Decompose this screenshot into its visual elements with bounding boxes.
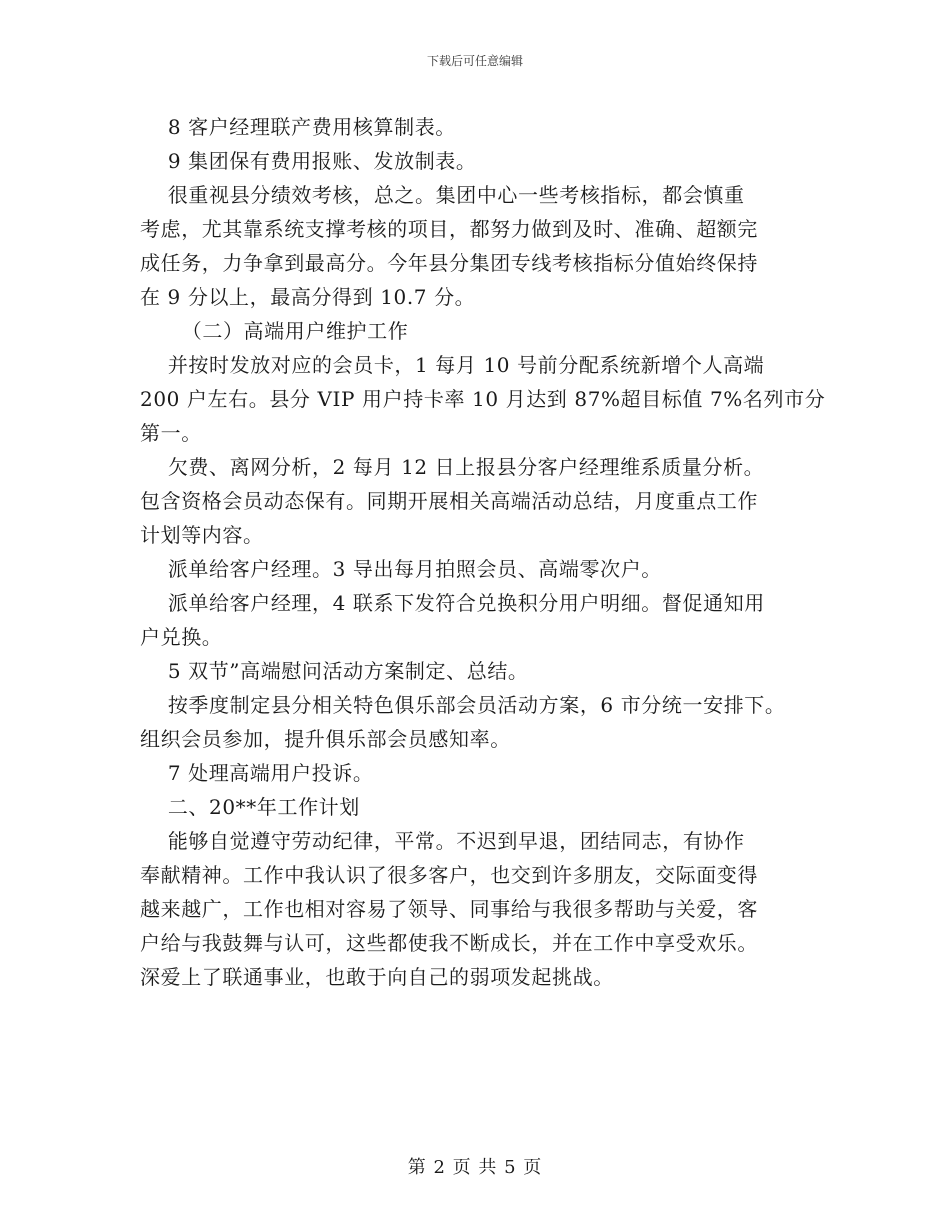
paragraph-line: 能够自觉遵守劳动纪律，平常。不迟到早退，团结同志，有协作: [140, 829, 745, 853]
paragraph: [140, 688, 830, 756]
paragraph-line: 5 双节”高端慰问活动方案制定、总结。: [140, 659, 529, 683]
paragraph: [140, 348, 830, 450]
paragraph: [140, 110, 830, 144]
paragraph-line: 户兑换。: [140, 625, 223, 649]
paragraph-line: 第一。: [140, 421, 202, 445]
paragraph-line: 户给与我鼓舞与认可，这些都使我不断成长，并在工作中享受欢乐。: [140, 931, 758, 955]
paragraph-line: 200 户左右。县分 VIP 用户持卡率 10 月达到 87%超目标值 7%名列市分: [140, 387, 826, 411]
paragraph-line: 奉献精神。工作中我认识了很多客户，也交到许多朋友，交际面变得: [140, 863, 758, 887]
paragraph: [140, 144, 830, 178]
paragraph: [140, 314, 830, 348]
paragraph-line: 考虑，尤其靠系统支撑考核的项目，都努力做到及时、准确、超额完: [140, 217, 758, 241]
paragraph-line: 深爱上了联通事业，也敢于向自己的弱项发起挑战。: [140, 965, 614, 989]
paragraph-line: 二、20**年工作计划: [140, 795, 360, 819]
paragraph-line: 8 客户经理联产费用核算制表。: [140, 115, 456, 139]
paragraph: [140, 178, 830, 314]
paragraph-line: 在 9 分以上，最高分得到 10.7 分。: [140, 285, 476, 309]
paragraph-line: 7 处理高端用户投诉。: [140, 761, 374, 785]
paragraph: [140, 790, 830, 824]
paragraph: [140, 824, 830, 994]
paragraph-line: 派单给客户经理。3 导出每月拍照会员、高端零次户。: [140, 557, 662, 581]
paragraph: [140, 552, 830, 586]
paragraph-line: 越来越广，工作也相对容易了领导、同事给与我很多帮助与关爱，客: [140, 897, 758, 921]
paragraph-line: 计划等内容。: [140, 523, 264, 547]
paragraph-line: 并按时发放对应的会员卡，1 每月 10 号前分配系统新增个人高端: [140, 353, 765, 377]
paragraph-line: 包含资格会员动态保有。同期开展相关高端活动总结，月度重点工作: [140, 489, 758, 513]
paragraph-line: 9 集团保有费用报账、发放制表。: [140, 149, 477, 173]
document-body: [140, 110, 830, 994]
paragraph-line: 组织会员参加，提升俱乐部会员感知率。: [140, 727, 511, 751]
paragraph-line: （二）高端用户维护工作: [140, 319, 409, 343]
paragraph: [140, 450, 830, 552]
paragraph-line: 欠费、离网分析，2 每月 12 日上报县分客户经理维系质量分析。: [140, 455, 765, 479]
paragraph: [140, 654, 830, 688]
paragraph-line: 按季度制定县分相关特色俱乐部会员活动方案，6 市分统一安排下。: [140, 693, 786, 717]
paragraph: [140, 756, 830, 790]
paragraph-line: 成任务，力争拿到最高分。今年县分集团专线考核指标分值始终保持: [140, 251, 758, 275]
page-number-footer: 第 2 页 共 5 页: [407, 1157, 543, 1178]
page-header: 下载后可任意编辑: [426, 54, 523, 68]
paragraph: [140, 586, 830, 654]
paragraph-line: 派单给客户经理，4 联系下发符合兑换积分用户明细。督促通知用: [140, 591, 765, 615]
paragraph-line: 很重视县分绩效考核，总之。集团中心一些考核指标，都会慎重: [140, 183, 745, 207]
